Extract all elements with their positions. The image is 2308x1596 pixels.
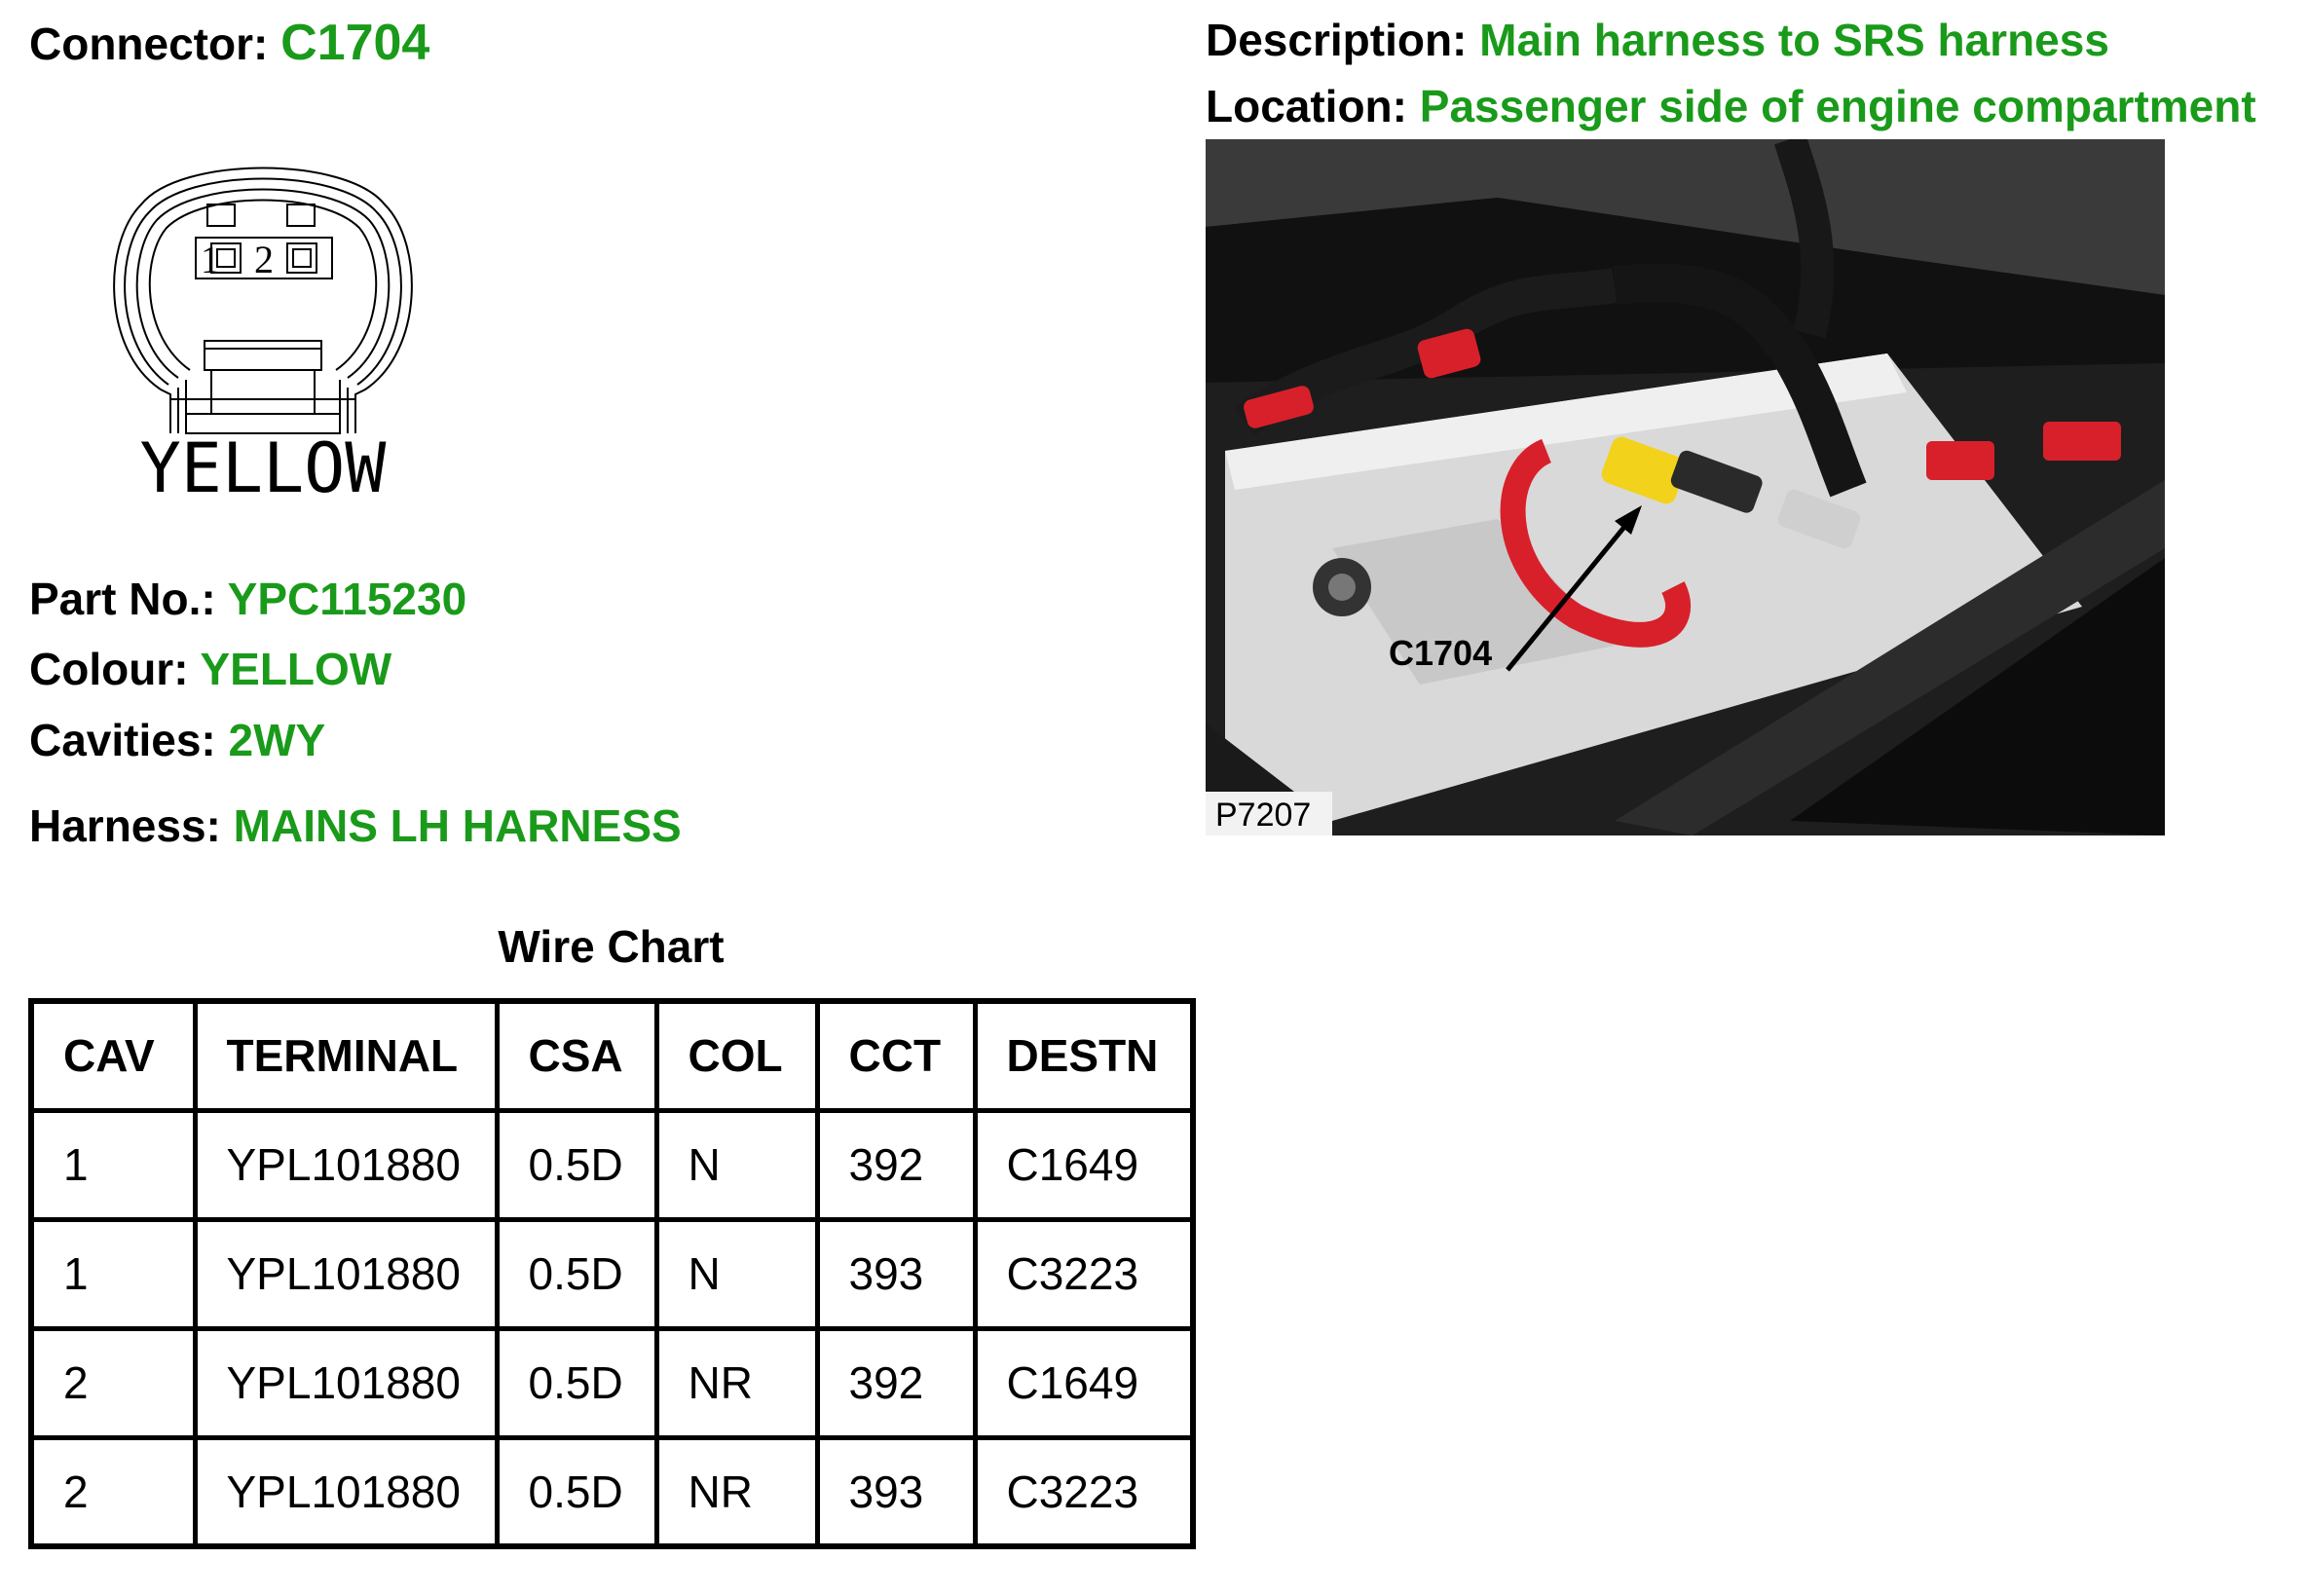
location-value: Passenger side of engine compartment (1419, 81, 2256, 131)
location-photo (1206, 139, 2165, 835)
colour-value: YELLOW (200, 644, 392, 694)
photo-callout-label: C1704 (1389, 633, 1493, 673)
cavities-value: 2WY (228, 715, 326, 765)
location-label: Location: (1206, 81, 1407, 131)
cell-cct: 392 (817, 1110, 975, 1219)
colour-label: Colour: (29, 644, 189, 694)
cell-cct: 392 (817, 1328, 975, 1437)
colour-line (29, 644, 392, 694)
cell-cav: 2 (31, 1437, 195, 1546)
harness-value: MAINS LH HARNESS (233, 800, 682, 851)
diagram-colour-text: YELLOW (139, 428, 387, 506)
cell-cav: 2 (31, 1328, 195, 1437)
header-csa: CSA (497, 1001, 656, 1110)
table-header-row (31, 1001, 1193, 1110)
cell-terminal: YPL101880 (195, 1110, 497, 1219)
cell-csa: 0.5D (497, 1110, 656, 1219)
cell-cct: 393 (817, 1437, 975, 1546)
header-destn: DESTN (975, 1001, 1193, 1110)
cell-cav: 1 (31, 1219, 195, 1328)
cell-col: N (656, 1110, 817, 1219)
location-line (1206, 81, 2256, 131)
cell-csa: 0.5D (497, 1328, 656, 1437)
wire-chart-table (28, 998, 1196, 1549)
part-no-line (29, 574, 467, 624)
pin-1-label: 1 (201, 238, 220, 281)
cell-destn: C1649 (975, 1110, 1193, 1219)
cell-cct: 393 (817, 1219, 975, 1328)
cell-cav: 1 (31, 1110, 195, 1219)
harness-line (29, 800, 682, 851)
cavities-line (29, 715, 326, 765)
connector-value: C1704 (280, 15, 430, 71)
description-label: Description: (1206, 15, 1468, 65)
description-value: Main harness to SRS harness (1479, 15, 2109, 65)
connector-label: Connector: (29, 19, 269, 69)
table-row (31, 1110, 1193, 1219)
table-row (31, 1219, 1193, 1328)
cell-col: NR (656, 1328, 817, 1437)
cell-col: NR (656, 1437, 817, 1546)
header-terminal: TERMINAL (195, 1001, 497, 1110)
description-line (1206, 15, 2109, 65)
cell-destn: C3223 (975, 1219, 1193, 1328)
harness-label: Harness: (29, 800, 221, 851)
header-cct: CCT (817, 1001, 975, 1110)
cell-destn: C3223 (975, 1437, 1193, 1546)
connector-heading (29, 15, 430, 71)
cavities-label: Cavities: (29, 715, 216, 765)
wire-chart-title: Wire Chart (498, 921, 725, 972)
table-row (31, 1328, 1193, 1437)
cell-csa: 0.5D (497, 1437, 656, 1546)
photo-ref-label: P7207 (1215, 797, 1312, 834)
connector-face-diagram (102, 136, 424, 506)
cell-csa: 0.5D (497, 1219, 656, 1328)
cell-destn: C1649 (975, 1328, 1193, 1437)
header-col: COL (656, 1001, 817, 1110)
cell-terminal: YPL101880 (195, 1219, 497, 1328)
part-no-value: YPC115230 (227, 574, 467, 624)
cell-col: N (656, 1219, 817, 1328)
cell-terminal: YPL101880 (195, 1437, 497, 1546)
cell-terminal: YPL101880 (195, 1328, 497, 1437)
pin-2-label: 2 (254, 238, 274, 281)
table-row (31, 1437, 1193, 1546)
header-cav: CAV (31, 1001, 195, 1110)
part-no-label: Part No.: (29, 574, 216, 624)
